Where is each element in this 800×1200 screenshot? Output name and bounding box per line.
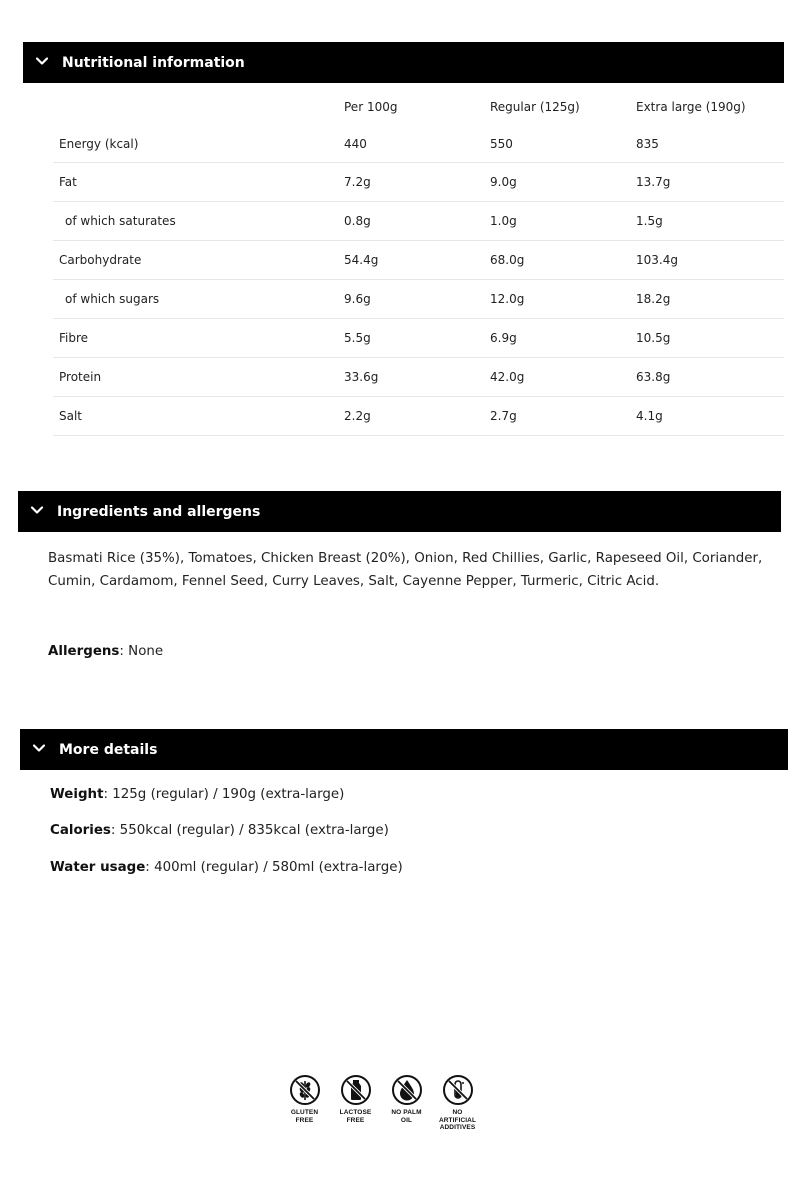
value-regular: 550: [490, 126, 636, 162]
water-usage-line: [50, 860, 403, 875]
value-regular: 68.0g: [490, 240, 636, 279]
value-regular: 42.0g: [490, 357, 636, 396]
value-per-100g: 33.6g: [344, 357, 490, 396]
chevron-down-icon: [30, 503, 48, 521]
nutrient-label: of which sugars: [53, 279, 344, 318]
no-palm-oil-label: NO PALM OIL: [391, 1109, 422, 1124]
value-extra-large: 13.7g: [636, 162, 784, 201]
column-header-regular: Regular (125g): [490, 100, 580, 114]
weight-line: [50, 787, 344, 802]
table-row: [53, 240, 784, 279]
value-per-100g: 0.8g: [344, 201, 490, 240]
allergens-label: Allergens: [48, 644, 120, 659]
gluten-free-label: GLUTEN FREE: [290, 1109, 319, 1124]
nutrition-title: Nutritional information: [62, 54, 245, 71]
lactose-free-badge: [330, 1074, 381, 1132]
nutrient-label: Salt: [53, 396, 344, 435]
value-extra-large: 18.2g: [636, 279, 784, 318]
value-extra-large: 835: [636, 126, 784, 162]
milk-bottle-crossed-icon: [340, 1074, 372, 1106]
value-regular: 9.0g: [490, 162, 636, 201]
value-per-100g: 9.6g: [344, 279, 490, 318]
details-title: More details: [59, 741, 158, 758]
ingredients-title: Ingredients and allergens: [57, 503, 261, 520]
oil-drop-crossed-icon: [391, 1074, 423, 1106]
table-row: [53, 201, 784, 240]
column-header-extra-large: Extra large (190g): [636, 100, 746, 114]
value-per-100g: 54.4g: [344, 240, 490, 279]
table-row: [53, 279, 784, 318]
value-extra-large: 1.5g: [636, 201, 784, 240]
value-regular: 12.0g: [490, 279, 636, 318]
calories-label: Calories: [50, 823, 111, 838]
test-tube-crossed-icon: [442, 1074, 474, 1106]
water-usage-label: Water usage: [50, 860, 146, 875]
ingredients-list: Basmati Rice (35%), Tomatoes, Chicken Breast (20%), Onion, Red Chillies, Garlic, Rapeseed Oil, Coriander, Cumin, Cardamom, Fennel Seed, Curry Leaves, Salt, Cayenne Pepper, Turmeric, Citric Acid.: [48, 551, 763, 589]
chevron-down-icon: [32, 741, 50, 759]
weight-label: Weight: [50, 787, 104, 802]
table-header-row: [53, 88, 784, 126]
lactose-free-label: LACTOSE FREE: [339, 1109, 372, 1124]
no-artificial-additives-label: NO ARTIFICIAL ADDITIVES: [438, 1109, 477, 1131]
no-artificial-additives-badge: [432, 1074, 483, 1132]
value-regular: 6.9g: [490, 318, 636, 357]
wheat-crossed-icon: [289, 1074, 321, 1106]
water-usage-value: : 400ml (regular) / 580ml (extra-large): [145, 860, 403, 875]
value-extra-large: 10.5g: [636, 318, 784, 357]
allergens-value: : None: [119, 644, 164, 659]
details-accordion-header[interactable]: [20, 729, 788, 770]
nutrient-label: Carbohydrate: [53, 240, 344, 279]
value-extra-large: 103.4g: [636, 240, 784, 279]
nutrient-label: Fat: [53, 162, 344, 201]
value-per-100g: 2.2g: [344, 396, 490, 435]
table-row: [53, 318, 784, 357]
nutrient-label: Protein: [53, 357, 344, 396]
calories-line: [50, 823, 389, 838]
calories-value: : 550kcal (regular) / 835kcal (extra-large): [110, 823, 389, 838]
table-row: [53, 162, 784, 201]
table-row: [53, 126, 784, 162]
no-palm-oil-badge: [381, 1074, 432, 1132]
nutrition-table: [53, 88, 784, 436]
allergens-line: [48, 644, 163, 659]
nutrient-label: of which saturates: [53, 201, 344, 240]
nutrition-accordion-header[interactable]: [23, 42, 784, 83]
value-regular: 1.0g: [490, 201, 636, 240]
value-per-100g: 7.2g: [344, 162, 490, 201]
value-extra-large: 4.1g: [636, 396, 784, 435]
table-row: [53, 357, 784, 396]
nutrient-label: Energy (kcal): [53, 126, 344, 162]
dietary-badges: [279, 1074, 483, 1132]
value-per-100g: 440: [344, 126, 490, 162]
gluten-free-badge: [279, 1074, 330, 1132]
column-header-per-100g: Per 100g: [344, 100, 398, 114]
table-row: [53, 396, 784, 435]
value-extra-large: 63.8g: [636, 357, 784, 396]
value-per-100g: 5.5g: [344, 318, 490, 357]
nutrient-label: Fibre: [53, 318, 344, 357]
ingredients-accordion-header[interactable]: [18, 491, 781, 532]
column-header-nutrient: [53, 88, 344, 126]
value-regular: 2.7g: [490, 396, 636, 435]
chevron-down-icon: [35, 54, 53, 72]
weight-value: : 125g (regular) / 190g (extra-large): [103, 787, 345, 802]
